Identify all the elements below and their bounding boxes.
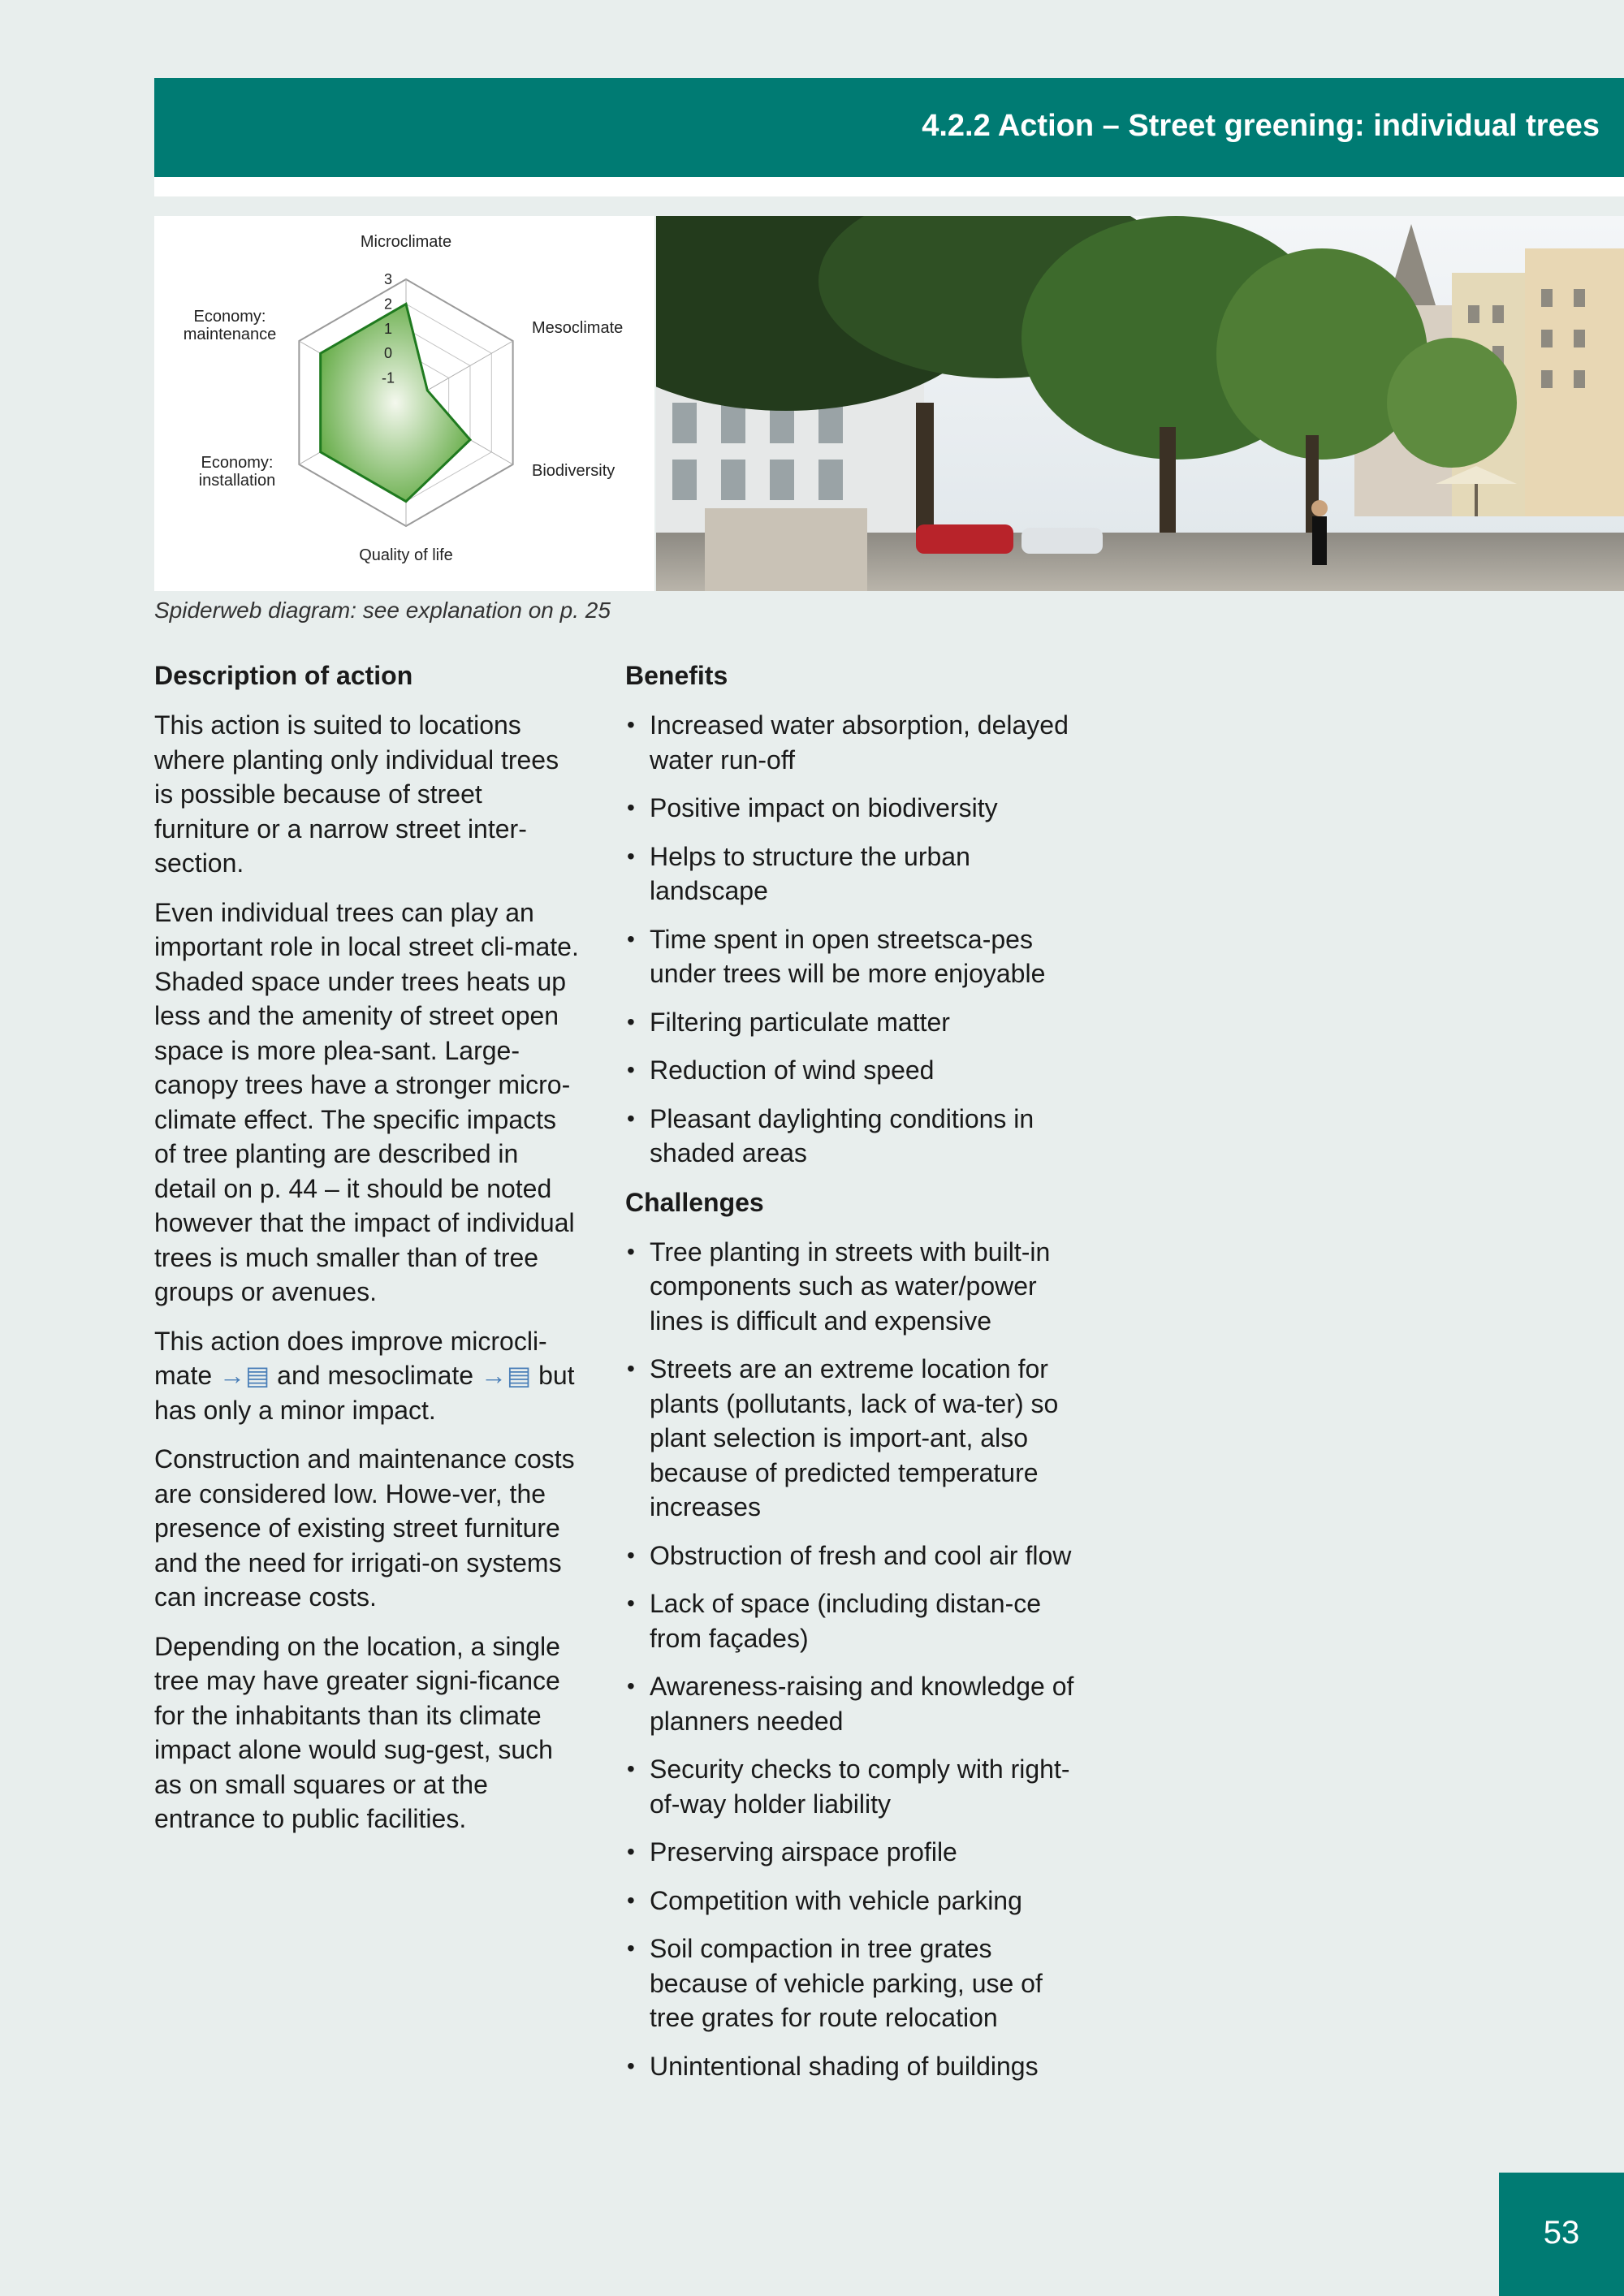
description-paragraph-1: This action is suited to locations where planting only individual trees is possible because of street furniture or a narrow street inter-section. xyxy=(154,710,559,878)
axis-label-microclimate: Microclimate xyxy=(360,233,452,251)
benefits-heading: Benefits xyxy=(625,661,728,690)
bullet-icon: • xyxy=(627,1057,635,1082)
bullet-icon: • xyxy=(627,1238,635,1264)
bullet-icon: • xyxy=(627,1936,635,1961)
description-paragraph-3 xyxy=(154,1324,585,1428)
p3-text-c: but has only a minor impact. xyxy=(154,1361,575,1425)
bullet-icon: • xyxy=(627,795,635,820)
benefits-list xyxy=(625,708,1080,1171)
challenge-item-text: Streets are an extreme location for plants (pollutants, lack of wa-ter) so plant selection is import-ant, also because of predicted temperature increases xyxy=(650,1354,1059,1521)
benefit-item-text: Positive impact on biodiversity xyxy=(650,793,998,822)
spider-tick-label: 1 xyxy=(383,320,393,337)
challenge-item xyxy=(625,1539,1080,1573)
description-paragraph-4: Construction and maintenance costs are considered low. Howe-ver, the presence of existing street furniture and the need for irrigati-on systems can increase costs. xyxy=(154,1444,575,1612)
challenge-item-text: Unintentional shading of buildings xyxy=(650,2051,1039,2081)
p3-text-b: and mesoclimate xyxy=(277,1361,474,1390)
spiderweb-diagram xyxy=(154,216,654,591)
challenge-item xyxy=(625,1669,1080,1738)
bullet-icon: • xyxy=(627,1590,635,1616)
axis-label-economy-installation-1: Economy: xyxy=(201,454,274,472)
challenge-item xyxy=(625,1835,1080,1870)
challenge-item xyxy=(625,1752,1080,1821)
benefits-challenges-column xyxy=(625,658,1080,2097)
benefit-item xyxy=(625,708,1080,777)
challenge-item-text: Lack of space (including distan-ce from façades) xyxy=(650,1589,1042,1653)
challenge-item-text: Awareness-raising and knowledge of planners needed xyxy=(650,1672,1074,1736)
axis-label-biodiversity: Biodiversity xyxy=(532,462,615,480)
spider-tick-label: -1 xyxy=(381,369,395,386)
p3-text-a: This action does improve microcli-mate xyxy=(154,1326,547,1390)
spider-tick-label: 3 xyxy=(383,271,393,287)
challenge-item xyxy=(625,1235,1080,1339)
bullet-icon: • xyxy=(627,712,635,737)
benefit-item xyxy=(625,1005,1080,1040)
challenge-item xyxy=(625,1931,1080,2035)
spider-tick-label: 2 xyxy=(383,296,393,313)
benefit-item-text: Increased water absorption, delayed water run-off xyxy=(650,710,1069,775)
challenge-item xyxy=(625,1352,1080,1525)
mesoclimate-link-icon[interactable]: →▤ xyxy=(480,1361,532,1390)
challenges-heading: Challenges xyxy=(625,1187,764,1217)
description-column xyxy=(154,658,585,1851)
page-number-box xyxy=(1499,2173,1624,2296)
benefit-item xyxy=(625,839,1080,908)
axis-label-economy-installation-2: installation xyxy=(198,472,276,490)
challenge-item-text: Preserving airspace profile xyxy=(650,1837,957,1867)
benefit-item-text: Pleasant daylighting conditions in shaded areas xyxy=(650,1103,1034,1167)
challenge-item xyxy=(625,1884,1080,1918)
challenge-item-text: Competition with vehicle parking xyxy=(650,1885,1022,1915)
bullet-icon: • xyxy=(627,843,635,869)
challenge-item-text: Obstruction of fresh and cool air flow xyxy=(650,1540,1072,1570)
axis-label-mesoclimate: Mesoclimate xyxy=(532,319,624,337)
description-paragraph-2: Even individual trees can play an important role in local street cli-mate. Shaded space under trees heats up less and the amenity of street open space is more plea-sant. Large-canopy trees have a stronger micro-climate effect. The specific impacts of tree planting are described in detail on p. 44 – it should be noted however that the impact of individual trees is much smaller than of tree groups or avenues. xyxy=(154,897,579,1306)
challenge-item xyxy=(625,1586,1080,1655)
challenge-item-text: Soil compaction in tree grates because of vehicle parking, use of tree grates for route relocation xyxy=(650,1934,1043,2032)
section-header-bar xyxy=(154,78,1624,177)
spider-data-polygon xyxy=(321,304,470,501)
bullet-icon: • xyxy=(627,1356,635,1381)
benefit-item xyxy=(625,1102,1080,1171)
benefit-item-text: Helps to structure the urban landscape xyxy=(650,841,970,905)
street-trees-photo xyxy=(656,216,1624,591)
benefit-item-text: Filtering particulate matter xyxy=(650,1007,950,1037)
bullet-icon: • xyxy=(627,1839,635,1864)
page-number: 53 xyxy=(1543,2215,1580,2251)
axis-label-economy-maintenance-2: maintenance xyxy=(183,326,277,343)
bullet-icon: • xyxy=(627,1008,635,1034)
bullet-icon: • xyxy=(627,1673,635,1698)
bullet-icon: • xyxy=(627,926,635,952)
spiderweb-svg xyxy=(154,216,654,591)
bullet-icon: • xyxy=(627,1105,635,1131)
header-divider xyxy=(154,177,1624,196)
benefit-item xyxy=(625,791,1080,826)
benefit-item-text: Time spent in open streetsca-pes under trees will be more enjoyable xyxy=(650,924,1046,988)
diagram-caption: Spiderweb diagram: see explanation on p. 25 xyxy=(154,598,611,623)
description-paragraph-5: Depending on the location, a single tree may have greater signi-ficance for the inhabitants than its climate impact alone would sug-gest, such as on small squares or at the entrance to public facilities. xyxy=(154,1631,560,1833)
bullet-icon: • xyxy=(627,1756,635,1781)
benefit-item xyxy=(625,922,1080,991)
bullet-icon: • xyxy=(627,1887,635,1913)
spider-tick-label: 0 xyxy=(383,345,393,362)
description-heading: Description of action xyxy=(154,661,413,690)
challenge-item-text: Security checks to comply with right-of-way holder liability xyxy=(650,1754,1070,1819)
challenge-item-text: Tree planting in streets with built-in components such as water/power lines is difficult and expensive xyxy=(650,1236,1051,1336)
street-scene-illustration xyxy=(656,216,1624,591)
benefit-item-text: Reduction of wind speed xyxy=(650,1055,935,1085)
microclimate-link-icon[interactable]: →▤ xyxy=(219,1361,270,1390)
challenge-item xyxy=(625,2049,1080,2084)
axis-label-economy-maintenance-1: Economy: xyxy=(193,308,266,326)
bullet-icon: • xyxy=(627,2052,635,2078)
benefit-item xyxy=(625,1053,1080,1088)
axis-label-quality-of-life: Quality of life xyxy=(359,546,453,564)
challenges-list xyxy=(625,1235,1080,2084)
bullet-icon: • xyxy=(627,1542,635,1568)
section-title: 4.2.2 Action – Street greening: individual trees xyxy=(922,109,1600,143)
